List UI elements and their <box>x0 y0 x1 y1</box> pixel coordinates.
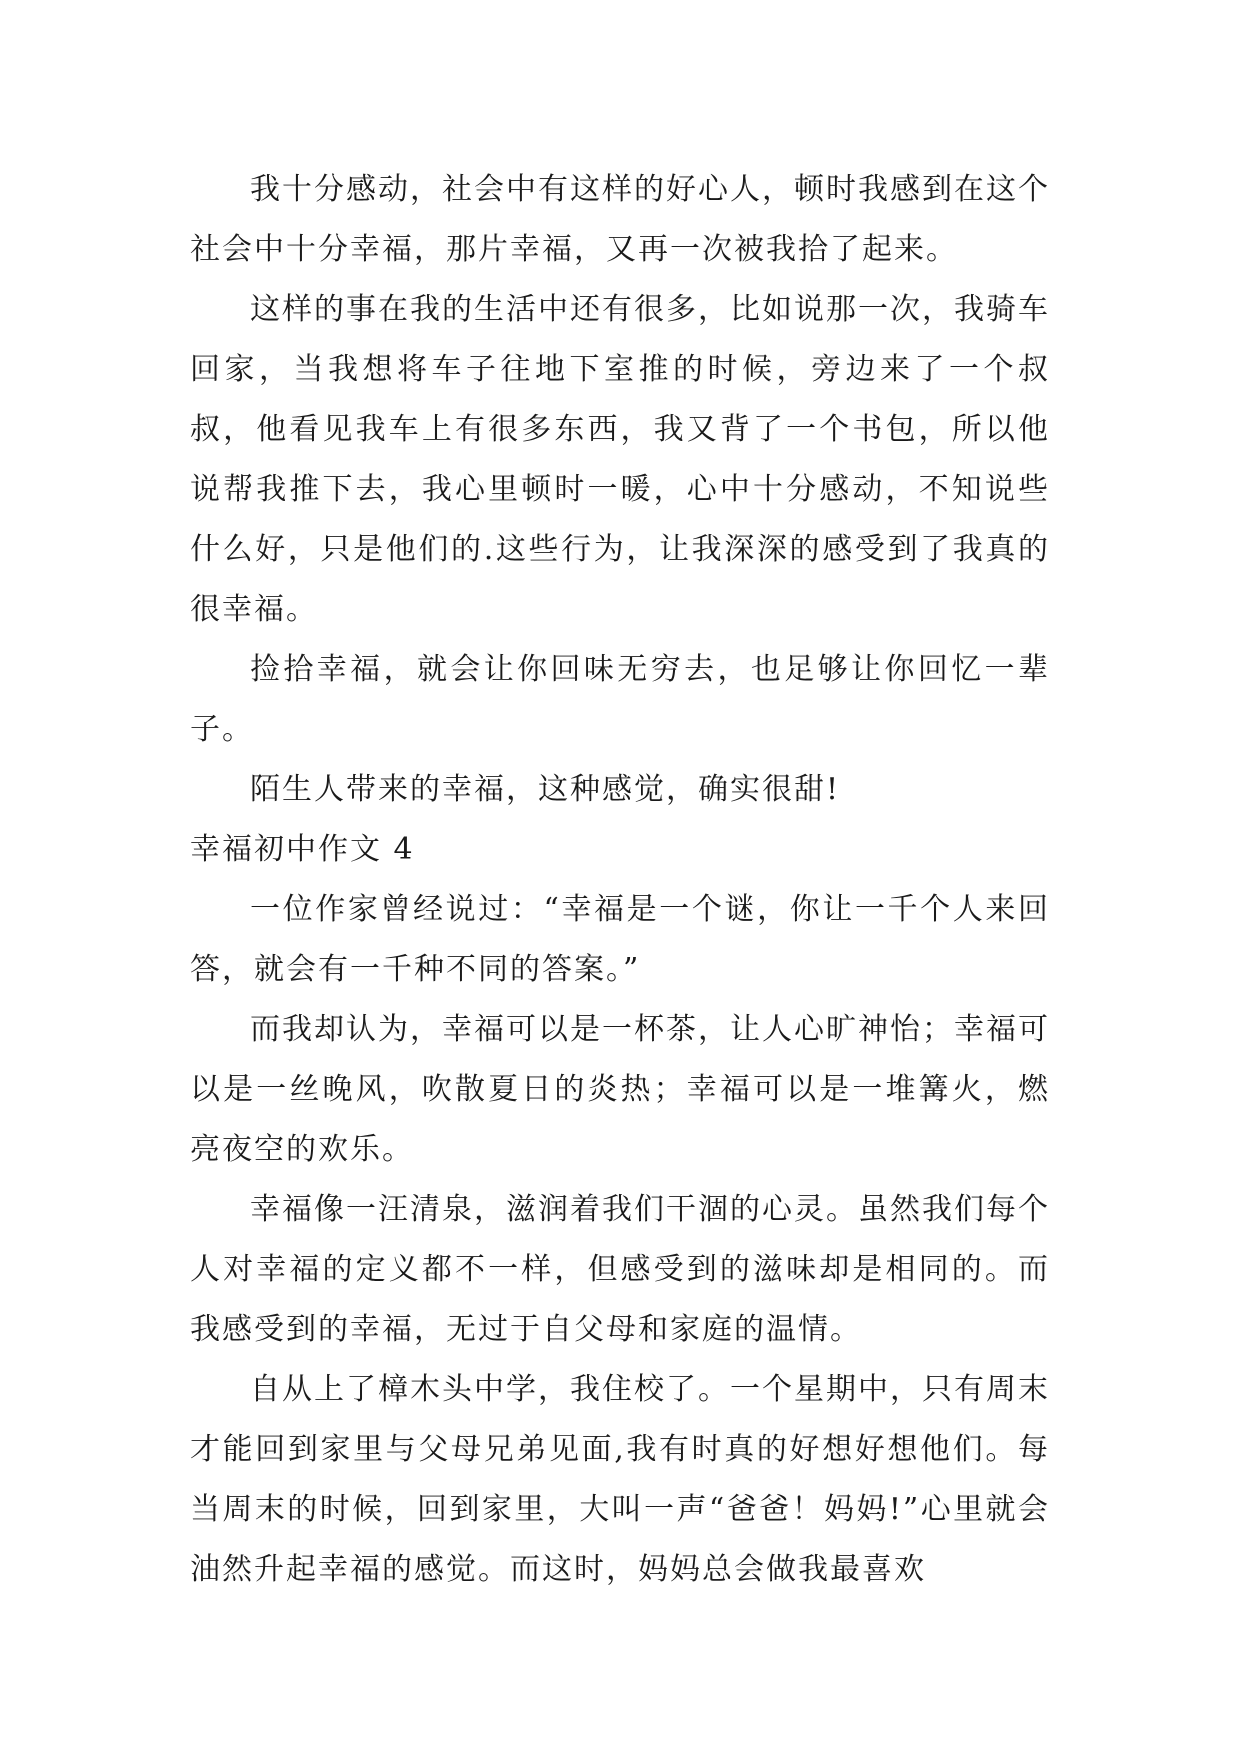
paragraph-8: 自从上了樟木头中学，我住校了。一个星期中，只有周末才能回到家里与父母兄弟见面,我有时真的好想好想他们。每当周末的时候，回到家里，大叫一声“爸爸！妈妈!”心里就会油然升起幸福的感觉。而这时，妈妈总会做我最喜欢 <box>190 1372 1050 1587</box>
paragraph-3: 捡拾幸福，就会让你回味无穷去，也足够让你回忆一辈子。 <box>190 652 1050 747</box>
section-heading: 幸福初中作文 4 <box>190 832 415 867</box>
document-body <box>190 160 1050 1600</box>
paragraph-2: 这样的事在我的生活中还有很多，比如说那一次，我骑车回家，当我想将车子往地下室推的时候，旁边来了一个叔叔，他看见我车上有很多东西，我又背了一个书包，所以他说帮我推下去，我心里顿时一暖，心中十分感动，不知说些什么好，只是他们的.这些行为，让我深深的感受到了我真的很幸福。 <box>190 292 1050 627</box>
paragraph-4: 陌生人带来的幸福，这种感觉，确实很甜! <box>250 772 841 807</box>
paragraph-5: 一位作家曾经说过：“幸福是一个谜，你让一千个人来回答，就会有一千种不同的答案。” <box>190 892 1050 987</box>
paragraph-7: 幸福像一汪清泉，滋润着我们干涸的心灵。虽然我们每个人对幸福的定义都不一样，但感受到的滋味却是相同的。而我感受到的幸福，无过于自父母和家庭的温情。 <box>190 1192 1050 1347</box>
paragraph-1: 我十分感动，社会中有这样的好心人，顿时我感到在这个社会中十分幸福，那片幸福，又再一次被我拾了起来。 <box>190 172 1050 267</box>
paragraph-6: 而我却认为，幸福可以是一杯茶，让人心旷神怡；幸福可以是一丝晚风，吹散夏日的炎热；幸福可以是一堆篝火，燃亮夜空的欢乐。 <box>190 1012 1050 1167</box>
